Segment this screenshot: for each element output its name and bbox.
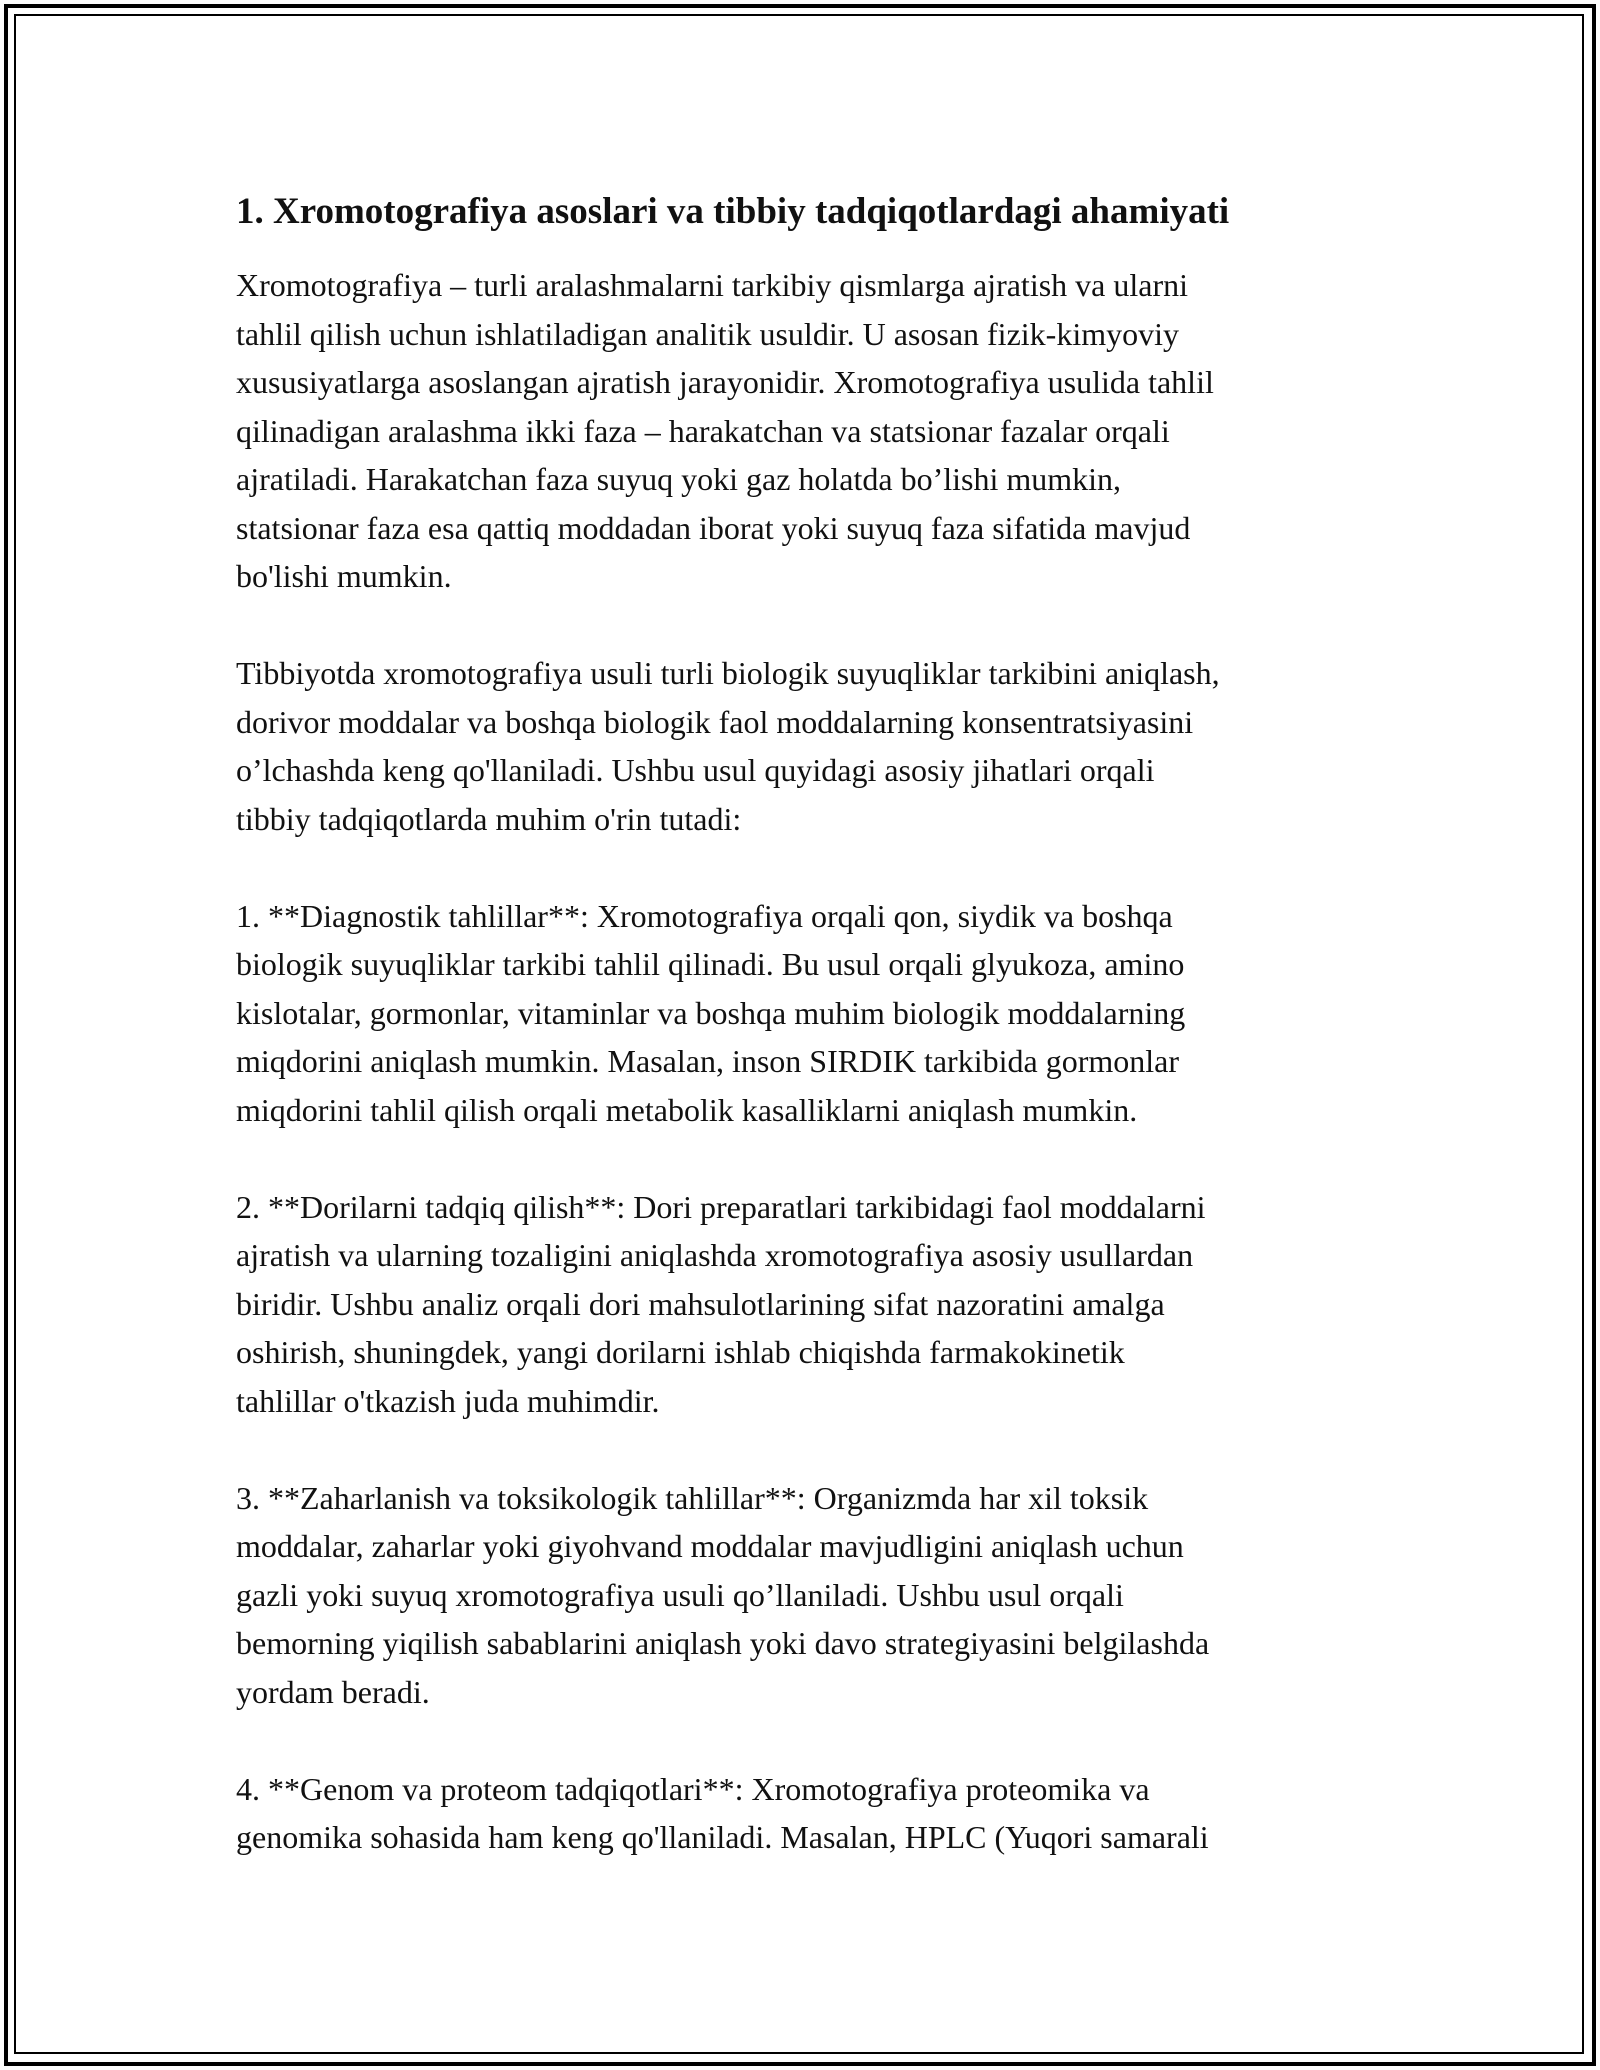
paragraph-line: statsionar faza esa qattiq moddadan iborat yoki suyuq faza sifatida mavjud bbox=[236, 509, 1191, 546]
paragraph-line: miqdorini aniqlash mumkin. Masalan, inson SIRDIK tarkibida gormonlar bbox=[236, 1043, 1179, 1079]
paragraph-line: ajratish va ularning tozaligini aniqlashda xromotografiya asosiy usullardan bbox=[236, 1237, 1194, 1273]
paragraph-line: tahlillar o'tkazish juda muhimdir. bbox=[236, 1382, 660, 1419]
paragraph-line: xususiyatlarga asoslangan ajratish jarayonidir. Xromotografiya usulida tahlil bbox=[236, 364, 1214, 400]
paragraph-line: 2. **Dorilarni tadqiq qilish**: Dori preparatlari tarkibidagi faol moddalarni bbox=[236, 1188, 1206, 1225]
paragraph-line: biologik suyuqliklar tarkibi tahlil qilinadi. Bu usul orqali glyukoza, amino bbox=[236, 946, 1185, 982]
paragraph-line: yordam beradi. bbox=[236, 1673, 430, 1710]
paragraph-line: ajratiladi. Harakatchan faza suyuq yoki gaz holatda bo’lishi mumkin, bbox=[236, 461, 1122, 497]
paragraph-line: tibbiy tadqiqotlarda muhim o'rin tutadi: bbox=[236, 800, 742, 837]
paragraph-line: qilinadigan aralashma ikki faza – harakatchan va statsionar fazalar orqali bbox=[236, 412, 1170, 449]
paragraph-line: genomika sohasida ham keng qo'llaniladi. Masalan, HPLC (Yuqori samarali bbox=[236, 1819, 1209, 1855]
paragraph-line: oshirish, shuningdek, yangi dorilarni ishlab chiqishda farmakokinetik bbox=[236, 1334, 1125, 1370]
paragraph-line: 1. **Diagnostik tahlillar**: Xromotografiya orqali qon, siydik va boshqa bbox=[236, 897, 1173, 934]
paragraph-line: o’lchashda keng qo'llaniladi. Ushbu usul quyidagi asosiy jihatlari orqali bbox=[236, 752, 1155, 788]
paragraph bbox=[236, 261, 1366, 601]
paragraph-line: Xromotografiya – turli aralashmalarni tarkibiy qismlarga ajratish va ularni bbox=[236, 267, 1188, 303]
paragraph-line: moddalar, zaharlar yoki giyohvand moddalar mavjudligini aniqlash uchun bbox=[236, 1528, 1184, 1564]
paragraph bbox=[236, 649, 1366, 843]
document-body bbox=[236, 188, 1366, 1910]
section-heading: 1. Xromotografiya asoslari va tibbiy tadqiqotlardagi ahamiyati bbox=[236, 191, 1230, 232]
paragraph bbox=[236, 1474, 1366, 1717]
paragraph-line: 4. **Genom va proteom tadqiqotlari**: Xromotografiya proteomika va bbox=[236, 1770, 1150, 1807]
paragraph-line: dorivor moddalar va boshqa biologik faol moddalarning konsentratsiyasini bbox=[236, 703, 1194, 740]
paragraph-line: miqdorini tahlil qilish orqali metabolik kasalliklarni aniqlash mumkin. bbox=[236, 1091, 1138, 1128]
paragraph-line: 3. **Zaharlanish va toksikologik tahlillar**: Organizmda har xil toksik bbox=[236, 1479, 1149, 1516]
paragraph bbox=[236, 892, 1366, 1135]
paragraph bbox=[236, 1183, 1366, 1426]
paragraph-line: kislotalar, gormonlar, vitaminlar va boshqa muhim biologik moddalarning bbox=[236, 994, 1186, 1031]
paragraph-line: bo'lishi mumkin. bbox=[236, 558, 452, 594]
paragraph-line: bemorning yiqilish sabablarini aniqlash yoki davo strategiyasini belgilashda bbox=[236, 1625, 1210, 1661]
paragraph bbox=[236, 1765, 1366, 1862]
paragraph-line: gazli yoki suyuq xromotografiya usuli qo’llaniladi. Ushbu usul orqali bbox=[236, 1576, 1124, 1613]
paragraph-line: Tibbiyotda xromotografiya usuli turli biologik suyuqliklar tarkibini aniqlash, bbox=[236, 655, 1220, 691]
paragraph-line: biridir. Ushbu analiz orqali dori mahsulotlarining sifat nazoratini amalga bbox=[236, 1285, 1165, 1322]
paragraph-list bbox=[236, 261, 1366, 1862]
paragraph-line: tahlil qilish uchun ishlatiladigan analitik usuldir. U asosan fizik-kimyoviy bbox=[236, 315, 1179, 352]
